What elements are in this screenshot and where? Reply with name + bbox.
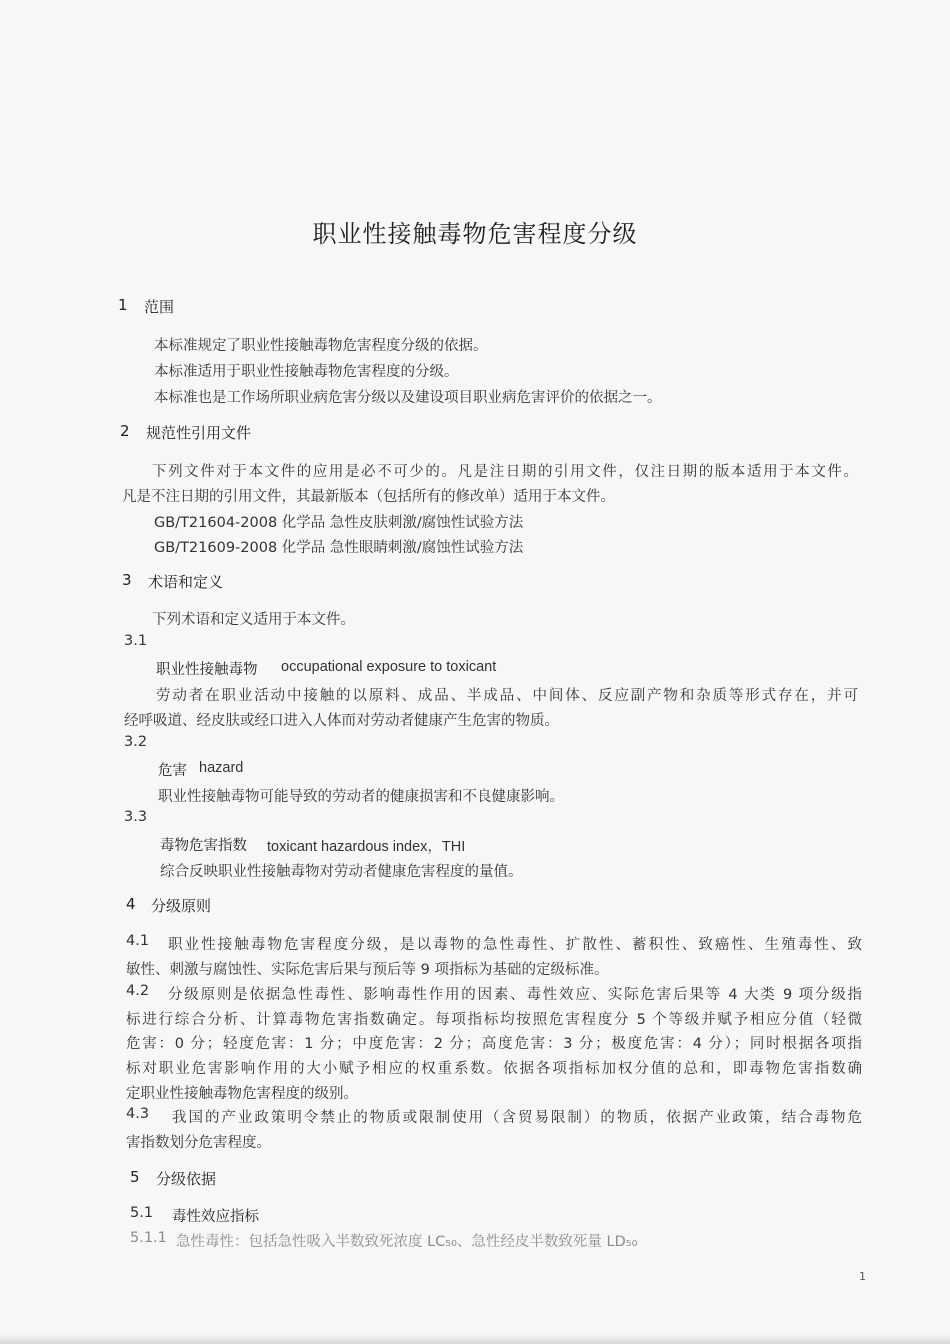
clause-4-2-line-4: 标对职业危害影响作用的大小赋予相应的权重系数。依据各项指标加权分值的总和，即毒物危害指数确 — [126, 1061, 862, 1077]
definition-3-2-english: hazard — [199, 760, 244, 776]
section-5-title: 分级依据 — [156, 1170, 217, 1188]
section-1-paragraph-2: 本标准适用于职业性接触毒物危害程度的分级。 — [154, 364, 459, 380]
section-4-title: 分级原则 — [151, 897, 212, 915]
clause-4-3-line-1: 我国的产业政策明令禁止的物质或限制使用（含贸易限制）的物质，依据产业政策，结合毒物危 — [172, 1110, 862, 1126]
section-1-number: 1 — [118, 296, 128, 314]
clause-4-1-line-2: 敏性、刺激与腐蚀性、实际危害后果与预后等 9 项指标为基础的定级标准。 — [126, 962, 609, 978]
definition-3-2-number: 3.2 — [124, 734, 148, 750]
definition-3-3-number: 3.3 — [124, 809, 148, 825]
definition-3-1-text-line-1: 劳动者在职业活动中接触的以原料、成品、半成品、中间体、反应副产物和杂质等形式存在，并可 — [156, 688, 858, 704]
definition-3-1-number: 3.1 — [124, 633, 148, 649]
document-title: 职业性接触毒物危害程度分级 — [312, 220, 638, 248]
definition-3-1-term: 职业性接触毒物 — [156, 662, 258, 678]
section-2-title: 规范性引用文件 — [146, 424, 252, 442]
section-4-number: 4 — [126, 895, 136, 913]
subsection-5-1-1-number: 5.1.1 — [130, 1230, 167, 1246]
subsection-5-1-title: 毒性效应指标 — [172, 1209, 259, 1225]
clause-4-3-line-2: 害指数划分危害程度。 — [126, 1135, 271, 1151]
clause-4-2-line-3: 危害：0 分；轻度危害：1 分；中度危害：2 分；高度危害：3 分；极度危害：4 分）；同时根据各项指 — [126, 1036, 862, 1052]
section-2-paragraph-line-2: 凡是不注日期的引用文件，其最新版本（包括所有的修改单）适用于本文件。 — [122, 489, 615, 505]
definition-3-3-term: 毒物危害指数 — [160, 838, 247, 854]
section-2-paragraph-line-1: 下列文件对于本文件的应用是必不可少的。凡是注日期的引用文件，仅注日期的版本适用于本文件。 — [152, 464, 858, 480]
section-3-intro: 下列术语和定义适用于本文件。 — [152, 612, 355, 628]
page-number: 1 — [859, 1270, 866, 1283]
clause-4-3-number: 4.3 — [126, 1106, 150, 1122]
subsection-5-1-number: 5.1 — [130, 1205, 154, 1221]
reference-document-2: GB/T21609-2008 化学品 急性眼睛刺激/腐蚀性试验方法 — [154, 540, 524, 556]
clause-4-1-line-1: 职业性接触毒物危害程度分级，是以毒物的急性毒性、扩散性、蓄积性、致癌性、生殖毒性、致 — [168, 937, 862, 953]
section-1-title: 范围 — [144, 298, 175, 316]
reference-document-1: GB/T21604-2008 化学品 急性皮肤刺激/腐蚀性试验方法 — [154, 515, 524, 531]
definition-3-1-text-line-2: 经呼吸道、经皮肤或经口进入人体而对劳动者健康产生危害的物质。 — [124, 713, 559, 729]
definition-3-1-english: occupational exposure to toxicant — [281, 659, 497, 675]
subsection-5-1-1-text: 急性毒性：包括急性吸入半数致死浓度 LC₅₀、急性经皮半数致死量 LD₅₀ — [176, 1234, 638, 1250]
definition-3-2-text: 职业性接触毒物可能导致的劳动者的健康损害和不良健康影响。 — [158, 789, 564, 805]
section-2-number: 2 — [120, 422, 130, 440]
page-bottom-edge — [0, 1334, 950, 1344]
clause-4-1-number: 4.1 — [126, 933, 150, 949]
clause-4-2-line-1: 分级原则是依据急性毒性、影响毒性作用的因素、毒性效应、实际危害后果等 4 大类 9 项分级指 — [168, 987, 862, 1003]
section-3-number: 3 — [122, 571, 132, 589]
section-3-title: 术语和定义 — [148, 573, 224, 591]
definition-3-3-english: toxicant hazardous index，THI — [267, 839, 466, 855]
definition-3-2-term: 危害 — [158, 763, 187, 779]
clause-4-2-line-2: 标进行综合分析、计算毒物危害指数确定。每项指标均按照危害程度分 5 个等级并赋予相应分值（轻微 — [126, 1012, 862, 1028]
clause-4-2-number: 4.2 — [126, 983, 150, 999]
section-1-paragraph-3: 本标准也是工作场所职业病危害分级以及建设项目职业病危害评价的依据之一。 — [154, 390, 662, 406]
section-5-number: 5 — [130, 1168, 140, 1186]
definition-3-3-text: 综合反映职业性接触毒物对劳动者健康危害程度的量值。 — [160, 864, 523, 880]
clause-4-2-line-5: 定职业性接触毒物危害程度的级别。 — [126, 1086, 358, 1102]
section-1-paragraph-1: 本标准规定了职业性接触毒物危害程度分级的依据。 — [154, 338, 488, 354]
